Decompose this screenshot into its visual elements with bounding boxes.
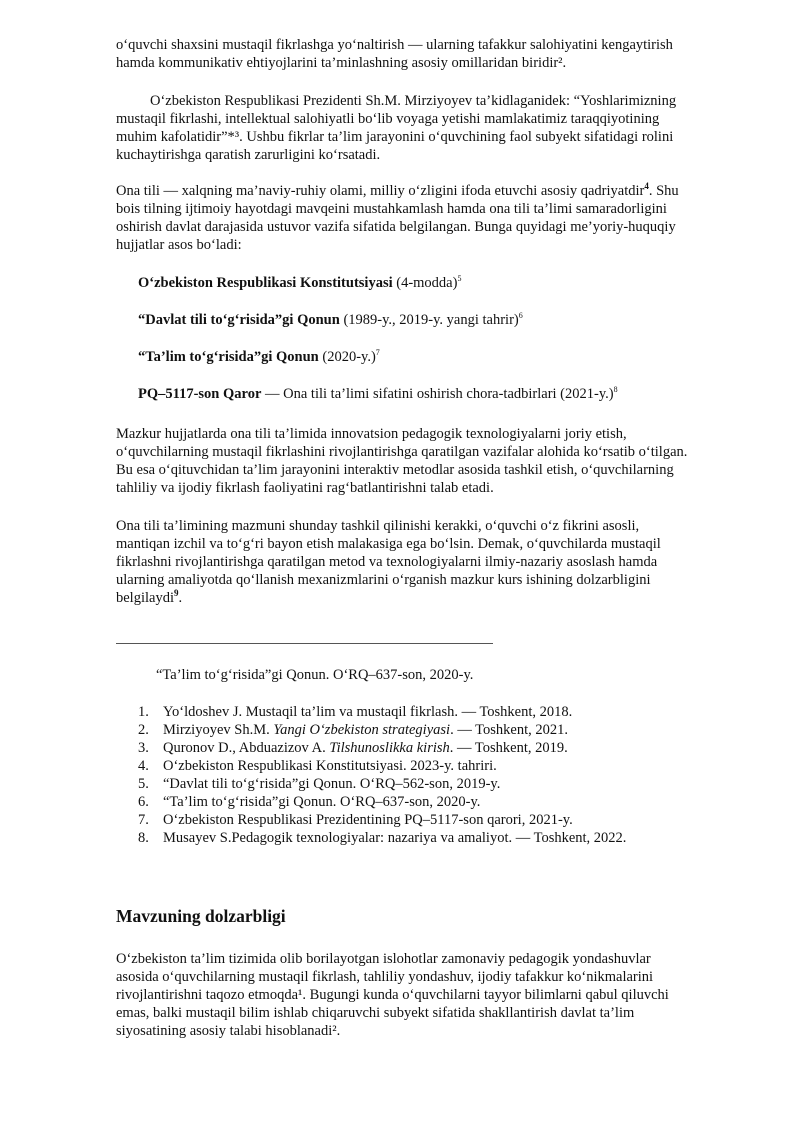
paragraph-text: O‘zbekiston Respublikasi Prezidenti Sh.M. Mirziyoyev ta’kidlaganidek: “Yoshlarimizning mustaqil fikrlashi, intellektual salohiyatli bo‘lib voyaga yetishi mamlakatimiz taraqqiyotining muhim kafolatidir”*³. Ushbu fikrlar ta’lim jarayonini o‘quvchining faol subyekt sifatidagi rolini kuchaytirishga qaratish zarurligini ko‘rsatadi. [116,93,677,163]
reference-text: O‘zbekiston Respublikasi Prezidentining PQ–5117-son qarori, 2021-y. [163,812,573,828]
law-item-constitution [138,274,698,292]
paragraph-president-quote [116,92,688,164]
paragraph-text: o‘quvchi shaxsini mustaqil fikrlashga yo‘naltirish — ularning tafakkur salohiyatini kengaytirish hamda kommunikativ ehtiyojlarini ta’minlashning asosiy omillaridan biridir². [116,37,673,71]
reference-number: 1. [138,704,149,720]
paragraph-reforms [116,950,688,1040]
reference-text: . — Toshkent, 2021. [450,722,569,738]
reference-item [138,703,626,721]
law-title: O‘zbekiston Respublikasi Konstitutsiyasi [138,275,393,291]
reference-text: Quronov D., Abduazizov A. [163,740,330,756]
reference-item [138,721,626,739]
reference-item [138,775,626,793]
law-detail: (1989-y., 2019-y. yangi tahrir) [339,312,519,328]
reference-item [138,811,626,829]
reference-item [138,793,626,811]
footnote-marker[interactable]: 9 [174,588,179,599]
law-title: PQ–5117-son Qaror [138,386,262,402]
law-detail: (2020-y.) [318,349,376,365]
law-item-education [138,348,698,366]
footnote-lead: “Ta’lim to‘g‘risida”gi Qonun. O‘RQ–637-son, 2020-y. [156,667,474,683]
reference-text: “Davlat tili to‘g‘risida”gi Qonun. O‘RQ–562-son, 2019-y. [163,776,501,792]
reference-text: . — Toshkent, 2019. [449,740,568,756]
reference-text: O‘zbekiston Respublikasi Konstitutsiyasi. 2023-y. tahriri. [163,758,497,774]
paragraph-documents [116,425,688,497]
paragraph-text: . [178,590,183,606]
reference-item [138,829,626,847]
footnote-marker[interactable]: 7 [375,348,380,358]
footnote-marker[interactable]: 4 [644,181,649,192]
paragraph-text: Ona tili ta’limining mazmuni shunday tashkil qilinishi kerakki, o‘quvchi o‘z fikrini asosli, mantiqan izchil va to‘g‘ri bayon etish malakasiga ega bo‘lsin. Demak, o‘quvchilarda mustaqil fikrlashni rivojlantirishga qaratilgan metod va texnologiyalarni ilmiy-nazariy asoslash hamda ularning amaliyotda qo‘llanish mexanizmlarini o‘rganish mazkur kurs ishining dolzarbligini belgilaydi [116,518,661,606]
reference-number: 8. [138,830,149,846]
reference-number: 7. [138,812,149,828]
law-detail: — Ona tili ta’limi sifatini oshirish chora-tadbirlari (2021-y.) [261,386,614,402]
paragraph-text: . Shu bois tilning ijtimoiy hayotdagi mavqeini mustahkamlash hamda ona tili ta’limi samaradorligini oshirish davlat darajasida ustuvor vazifa sifatida belgilangan. Bunga quyidagi me’yoriy-huquqiy hujjatlar asos bo‘ladi: [116,183,679,253]
reference-number: 2. [138,722,149,738]
paragraph-text: Ona tili — xalqning ma’naviy-ruhiy olami, milliy o‘zligini ifoda etuvchi asosiy qadriyatdir [116,183,645,199]
reference-title: Yangi O‘zbekiston strategiyasi [273,722,451,738]
paragraph-text: O‘zbekiston ta’lim tizimida olib borilayotgan islohotlar zamonaviy pedagogik yondashuvlar asosida o‘quvchilarning mustaqil fikrlash, tahliliy yondashuv, ijodiy tafakkur ko‘nikmalarini rivojlantirishni taqozo etmoqda¹. Bugungi kunda o‘quvchilarni tayyor bilimlarni qabul qiluvchi emas, balki mustaqil bilim ishlab chiqaruvchi subyekt sifatida shakllantirish davlat ta’lim siyosatining asosiy talabi hisoblanadi². [116,951,669,1039]
paragraph-text: Mazkur hujjatlarda ona tili ta’limida innovatsion pedagogik texnologiyalarni joriy etish, o‘quvchilarning mustaqil fikrlashini rivojlantirishga qaratilgan vazifalar alohida ko‘rsatib o‘tilgan. Bu esa o‘qituvchidan ta’lim jarayonini interaktiv metodlar asosida tashkil etish, o‘quvchilarning tahliliy va ijodiy fikrlash faoliyatini rag‘batlantirishni talab etadi. [116,426,688,496]
law-title: “Ta’lim to‘g‘risida”gi Qonun [138,349,319,365]
law-title: “Davlat tili to‘g‘risida”gi Qonun [138,312,340,328]
paragraph-continuation [116,36,688,72]
reference-list [138,703,626,847]
reference-item [138,757,626,775]
footnote-marker[interactable]: 5 [457,274,462,284]
reference-text: Yo‘ldoshev J. Mustaqil ta’lim va mustaqil fikrlash. — Toshkent, 2018. [163,704,573,720]
reference-number: 4. [138,758,149,774]
reference-text: Musayev S.Pedagogik texnologiyalar: nazariya va amaliyot. — Toshkent, 2022. [163,830,627,846]
law-detail: (4-modda) [392,275,458,291]
footnote-marker[interactable]: 8 [613,385,618,395]
law-item-decree [138,385,698,403]
reference-number: 5. [138,776,149,792]
reference-text: Mirziyoyev Sh.M. [163,722,274,738]
law-item-state-language [138,311,698,329]
reference-number: 3. [138,740,149,756]
section-heading: Mavzuning dolzarbligi [116,906,286,926]
paragraph-mother-tongue [116,182,688,254]
reference-number: 6. [138,794,149,810]
footnote-marker[interactable]: 6 [518,311,523,321]
reference-text: “Ta’lim to‘g‘risida”gi Qonun. O‘RQ–637-son, 2020-y. [163,794,481,810]
reference-item [138,739,626,757]
paragraph-relevance [116,517,688,607]
footnote-divider [116,643,493,644]
reference-title: Tilshunoslikka kirish [329,740,450,756]
